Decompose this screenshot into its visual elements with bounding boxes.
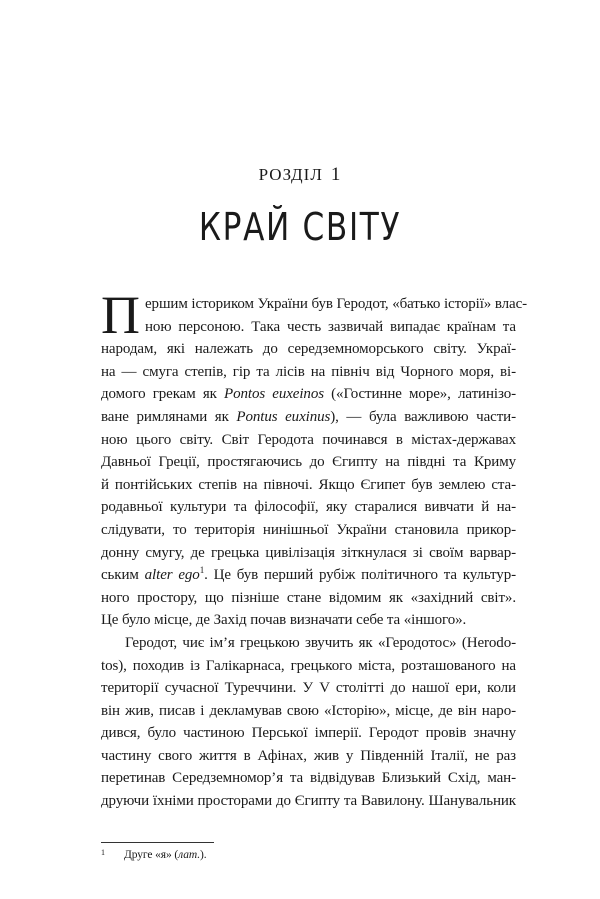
text-span: ване римлянами як	[101, 408, 237, 425]
text-line: друючи їхніми просторами до Єгипту та Вавилону. Шанувальник	[101, 793, 516, 810]
drop-cap-block	[101, 293, 528, 339]
footnote-ref[interactable]: 1	[199, 565, 205, 576]
text-line: родавньої культури та філософії, яку старалися вивчати й на-	[101, 499, 516, 516]
text-span: ), — була важливою части-	[330, 408, 516, 425]
text-span: («Гостинне море», латинізо-	[323, 386, 516, 403]
drop-cap-lines	[145, 293, 528, 338]
text-line: перетинав Середземномор’я та відвідував Близький Схід, ман-	[101, 770, 516, 787]
footnote-end: ).	[199, 848, 207, 861]
italic-term: Pontos euxeinos	[224, 386, 324, 403]
text-line: tos), походив із Галікарнаса, грецького міста, розташованого на	[101, 657, 516, 674]
footnote	[101, 847, 516, 863]
body-text	[101, 293, 528, 863]
text-line: ершим істориком України був Геродот, «батько історії» влас-	[145, 296, 528, 312]
text-span: ським	[101, 567, 145, 584]
footnote-italic: лат.	[178, 848, 200, 861]
text-line: ною цього світу. Світ Геродота починався в містах-державах	[101, 431, 516, 448]
drop-cap: П	[101, 293, 140, 339]
text-line: Геродот, чиє ім’я грецькою звучить як «Геродотос» (Herodo-	[125, 634, 516, 651]
text-line: Це було місце, де Захід почав визначати себе та «іншого».	[101, 612, 467, 629]
text-line: частину свого життя в Афінах, жив у Південній Італії, не раз	[101, 747, 516, 764]
text-line	[101, 564, 516, 587]
text-line: на — смуга степів, гір та лісів на північ від Чорного моря, ві-	[101, 363, 516, 380]
text-line: території сучасної Туреччини. У V столітті до нашої ери, коли	[101, 680, 516, 697]
text-line: слідувати, то територія нинішньої України становила прикор-	[101, 521, 516, 538]
text-line	[101, 383, 516, 406]
text-line: й понтійських степів на півночі. Якщо Єгипет був землею ста-	[101, 476, 516, 493]
text-line: він жив, писав і декламував свою «Історію», місце, де він наро-	[101, 702, 516, 719]
text-line: дився, було частиною Перської імперії. Геродот провів значну	[101, 725, 516, 742]
italic-term: Pontus euxinus	[236, 408, 331, 425]
text-line: Давньої Греції, простягаючись до Єгипту на півдні та Криму	[101, 454, 516, 471]
footnote-mark: 1	[101, 847, 105, 857]
text-span: домого грекам як	[101, 386, 225, 403]
text-line: донну смугу, де грецька цивілізація зіткнулася зі своїм варвар-	[101, 544, 516, 561]
chapter-label	[0, 164, 600, 186]
footnote-text: Друге «я» (	[124, 848, 179, 861]
text-line: народам, які належать до середземноморського світу. Украї-	[101, 341, 516, 358]
chapter-title: КРАЙ СВІТУ	[198, 205, 402, 249]
footnote-divider	[101, 842, 214, 843]
chapter-word: РОЗДІЛ	[258, 165, 323, 184]
text-line: ною персоною. Така честь зазвичай випадає країнам та	[145, 318, 516, 335]
text-span: . Це був перший рубіж політичного та культур-	[204, 567, 516, 584]
text-line: ного простору, що пізніше стане відомим як «західний світ».	[101, 589, 516, 606]
italic-term: alter ego	[144, 567, 200, 584]
text-line	[101, 406, 516, 429]
chapter-number: 1	[330, 164, 342, 185]
